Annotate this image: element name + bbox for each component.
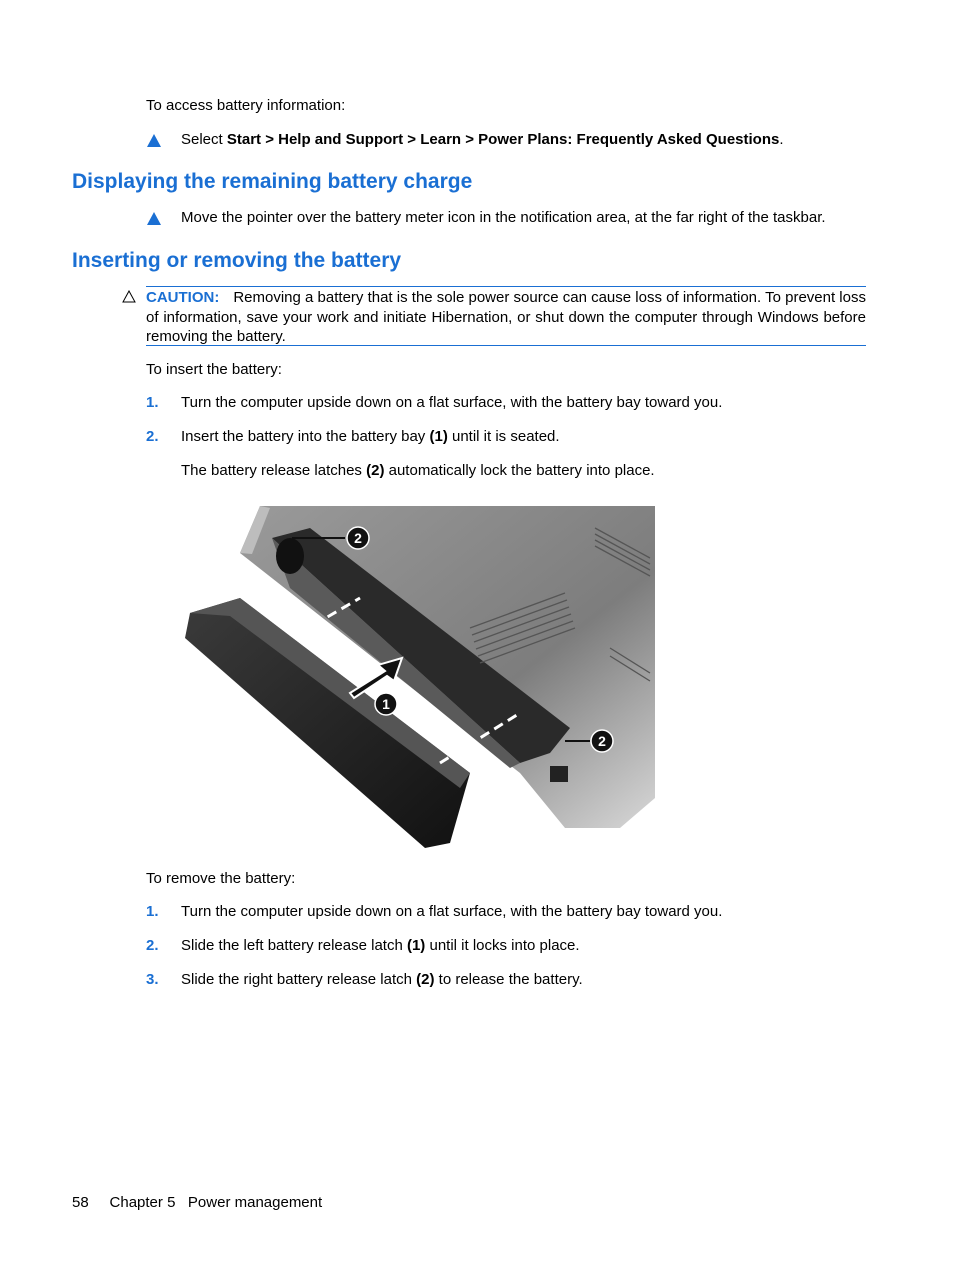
remaining-charge-bullet: Move the pointer over the battery meter icon in the notification area, at the far right of the taskbar. [181, 209, 826, 226]
remove-step-number: 2. [146, 937, 159, 954]
remove-step-2 [181, 936, 580, 955]
select-suffix: . [779, 131, 784, 148]
step-text: Turn the computer upside down on a flat surface, with the battery bay toward you. [181, 903, 723, 920]
select-prefix: Select [181, 131, 227, 148]
remove-step-number: 1. [146, 903, 159, 920]
battery-insertion-illustration [180, 498, 660, 854]
step-text: Slide the right battery release latch [181, 971, 417, 988]
left-release-latch [276, 538, 304, 574]
remove-intro: To remove the battery: [146, 870, 296, 887]
note-text: automatically lock the battery into place. [384, 462, 655, 479]
remove-step-1 [181, 902, 722, 921]
select-step [181, 130, 784, 149]
bullet-triangle-icon [147, 134, 161, 147]
insert-step-1 [181, 393, 722, 412]
remove-step-3 [181, 970, 583, 989]
step-text: until it locks into place. [425, 937, 580, 954]
right-release-latch [550, 766, 568, 782]
footer-title: Power management [187, 1194, 323, 1211]
step-text: Slide the left battery release latch [181, 937, 407, 954]
callout-label: 2 [354, 530, 362, 546]
callout-2-top [347, 527, 369, 549]
caution-triangle-icon [122, 290, 136, 303]
insert-step-number: 2. [146, 428, 159, 445]
footer-chapter: Chapter 5 [109, 1194, 176, 1211]
insert-step-number: 1. [146, 394, 159, 411]
callout-1 [375, 693, 397, 715]
callout-2-right [591, 730, 613, 752]
step-text: Insert the battery into the battery bay [181, 428, 430, 445]
callout-label: 2 [598, 733, 606, 749]
step-callout-ref: (1) [429, 428, 448, 445]
step-text: to release the battery. [434, 971, 583, 988]
page-footer [72, 1193, 322, 1212]
insert-note [181, 461, 655, 480]
section-heading-remaining-charge: Displaying the remaining battery charge [72, 170, 473, 193]
caution-text: Removing a battery that is the sole power source can cause loss of information. To prevent loss of information, save your work and initiate Hibernation, or shut down the computer through Windows before removing the battery. [146, 289, 866, 345]
intro-text: To access battery information: [146, 97, 346, 114]
insert-direction-arrow [350, 658, 402, 698]
insert-step-2 [181, 427, 560, 446]
caution-box [146, 286, 866, 346]
step-callout-ref: (1) [406, 937, 426, 954]
select-path: Start > Help and Support > Learn > Power Plans: Frequently Asked Questions [226, 131, 780, 148]
step-text: Turn the computer upside down on a flat surface, with the battery bay toward you. [181, 394, 723, 411]
remove-step-number: 3. [146, 971, 159, 988]
bullet-triangle-icon [147, 212, 161, 225]
callout-label: 1 [382, 696, 390, 712]
step-text: until it is seated. [447, 428, 560, 445]
caution-text-block [146, 288, 866, 347]
step-callout-ref: (2) [416, 971, 435, 988]
insert-intro: To insert the battery: [146, 361, 282, 378]
note-callout-ref: (2) [366, 462, 385, 479]
note-text: The battery release latches [181, 462, 367, 479]
page-number: 58 [72, 1194, 89, 1211]
section-heading-insert-remove: Inserting or removing the battery [72, 249, 402, 272]
caution-label: CAUTION: [146, 289, 220, 306]
